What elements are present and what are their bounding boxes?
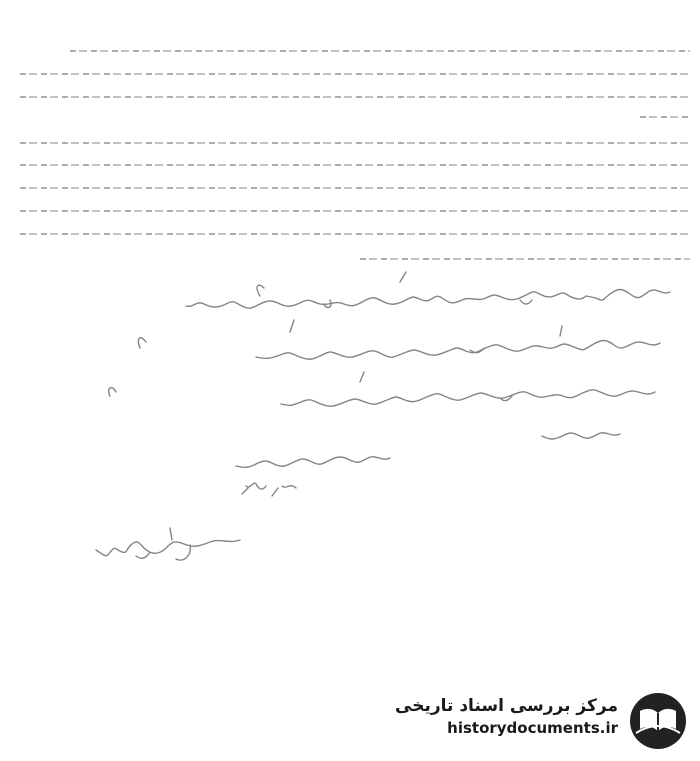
book-emblem-icon: [626, 691, 690, 751]
footer-title: مرکز بررسی اسناد تاریخی: [395, 696, 618, 716]
footer-url: historydocuments.ir: [447, 719, 618, 737]
footer-text: [395, 695, 618, 739]
footer-watermark: [395, 691, 690, 751]
